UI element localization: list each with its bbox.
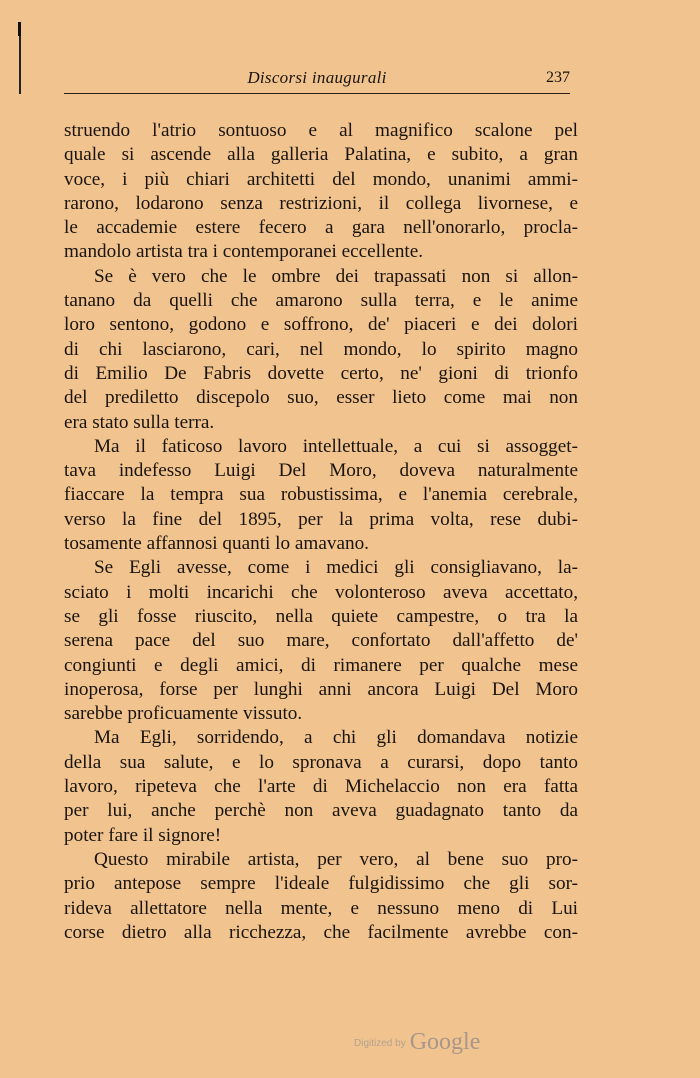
text-line: poter fare il signore! <box>64 824 222 846</box>
text-line: le accademie estere fecero a gara nell'onorarlo, procla- <box>64 217 578 239</box>
text-line: congiunti e degli amici, di rimanere per qualche mese <box>64 654 578 676</box>
text-line: verso la fine del 1895, per la prima volta, rese dubi- <box>64 508 578 530</box>
body-text <box>64 119 578 945</box>
text-line: rideva allettatore nella mente, e nessuno meno di Lui <box>64 897 578 919</box>
text-line: Questo mirabile artista, per vero, al bene suo pro- <box>94 848 578 870</box>
text-line: corse dietro alla ricchezza, che facilmente avrebbe con- <box>64 921 578 943</box>
watermark-prefix: Digitized by <box>354 1038 406 1049</box>
digitized-watermark <box>354 1024 480 1054</box>
text-line: rarono, lodarono senza restrizioni, il collega livornese, e <box>64 192 578 214</box>
text-line: se gli fosse riuscito, nella quiete campestre, o tra la <box>64 605 578 627</box>
google-logo: Google <box>409 1029 481 1055</box>
text-line: serena pace del suo mare, confortato dall'affetto de' <box>64 630 578 652</box>
text-line: sarebbe proficuamente vissuto. <box>64 703 303 725</box>
text-line: tosamente affannosi quanti lo amavano. <box>64 533 369 555</box>
page-header <box>64 64 570 92</box>
text-line: lavoro, ripeteva che l'arte di Michelaccio non era fatta <box>64 776 578 798</box>
text-line: Se è vero che le ombre dei trapassati non si allon- <box>94 265 578 287</box>
running-title: Discorsi inaugurali <box>247 68 387 87</box>
text-line: fiaccare la tempra sua robustissima, e l'anemia cerebrale, <box>64 484 578 506</box>
text-line: quale si ascende alla galleria Palatina, e subito, a gran <box>64 144 578 166</box>
text-line: per lui, anche perchè non aveva guadagnato tanto da <box>64 800 578 822</box>
text-line: del prediletto discepolo suo, esser lieto come mai non <box>64 387 578 409</box>
header-rule <box>64 93 570 94</box>
page-number: 237 <box>546 69 570 86</box>
text-line: Ma Egli, sorridendo, a chi gli domandava notizie <box>94 727 578 749</box>
text-line: tava indefesso Luigi Del Moro, doveva naturalmente <box>64 460 578 482</box>
text-line: era stato sulla terra. <box>64 411 215 433</box>
text-line: loro sentono, godono e soffrono, de' piaceri e dei dolori <box>64 314 578 336</box>
text-line: voce, i più chiari architetti del mondo, unanimi ammi- <box>64 168 578 190</box>
text-line: inoperosa, forse per lunghi anni ancora Luigi Del Moro <box>64 678 578 700</box>
text-line: della sua salute, e lo spronava a curarsi, dopo tanto <box>64 751 578 773</box>
text-line: di Emilio De Fabris dovette certo, ne' gioni di trionfo <box>64 362 578 384</box>
text-line: tanano da quelli che amarono sulla terra, e le anime <box>64 290 578 312</box>
text-line: struendo l'atrio sontuoso e al magnifico scalone pel <box>64 120 578 141</box>
margin-mark <box>19 22 21 94</box>
text-line: Se Egli avesse, come i medici gli consigliavano, la- <box>94 557 578 579</box>
text-line: sciato i molti incarichi che volonteroso aveva accettato, <box>64 581 578 603</box>
text-line: Ma il faticoso lavoro intellettuale, a cui si assogget- <box>94 435 578 457</box>
text-line: prio antepose sempre l'ideale fulgidissimo che gli sor- <box>64 873 578 895</box>
text-line: di chi lasciarono, cari, nel mondo, lo spirito magno <box>64 338 578 360</box>
text-line: mandolo artista tra i contemporanei eccellente. <box>64 241 424 263</box>
